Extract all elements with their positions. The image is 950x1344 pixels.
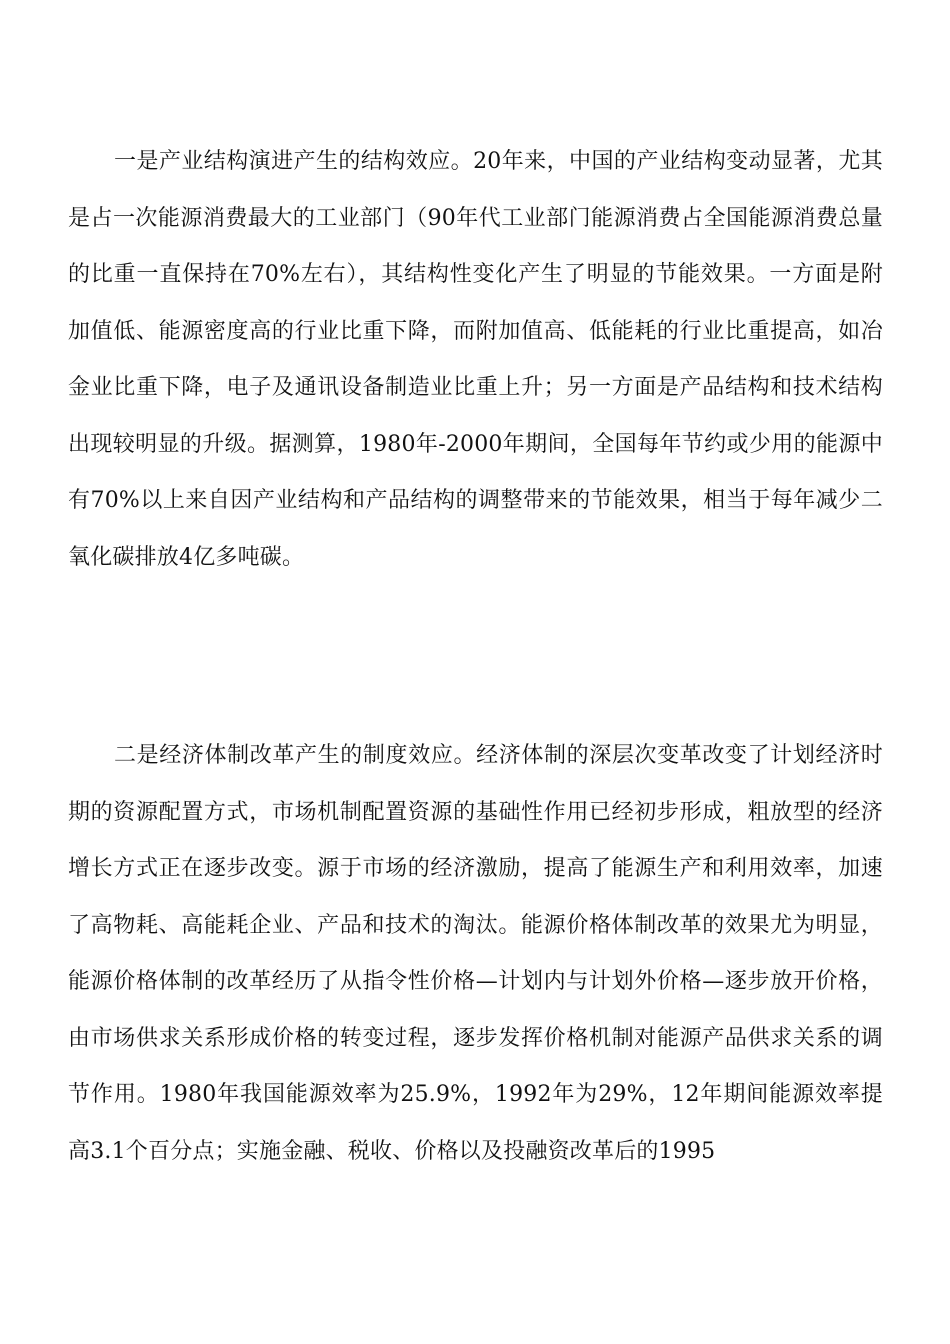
paragraph-institutional-reform: 二是经济体制改革产生的制度效应。经济体制的深层次变革改变了计划经济时期的资源配置方式，市场机制配置资源的基础性作用已经初步形成，粗放型的经济增长方式正在逐步改变。源于市场的经济激励，提高了能源生产和利用效率，加速了高物耗、高能耗企业、产品和技术的淘汰。能源价格体制改革的效果尤为明显，能源价格体制的改革经历了从指令性价格—计划内与计划外价格—逐步放开价格，由市场供求关系形成价格的转变过程，逐步发挥价格机制对能源产品供求关系的调节作用。1980年我国能源效率为25.9%，1992年为29%，12年期间能源效率提高3.1个百分点；实施金融、税收、价格以及投融资改革后的1995 — [68, 743, 883, 1164]
paragraph-industrial-structure: 一是产业结构演进产生的结构效应。20年来，中国的产业结构变动显著，尤其是占一次能源消费最大的工业部门（90年代工业部门能源消费占全国能源消费总量的比重一直保持在70%左右），其结构性变化产生了明显的节能效果。一方面是附加值低、能源密度高的行业比重下降，而附加值高、低能耗的行业比重提高，如冶金业比重下降，电子及通讯设备制造业比重上升；另一方面是产品结构和技术结构出现较明显的升级。据测算，1980年-2000年期间，全国每年节约或少用的能源中有70%以上来自因产业结构和产品结构的调整带来的节能效果，相当于每年减少二氧化碳排放4亿多吨碳。 — [68, 149, 883, 570]
